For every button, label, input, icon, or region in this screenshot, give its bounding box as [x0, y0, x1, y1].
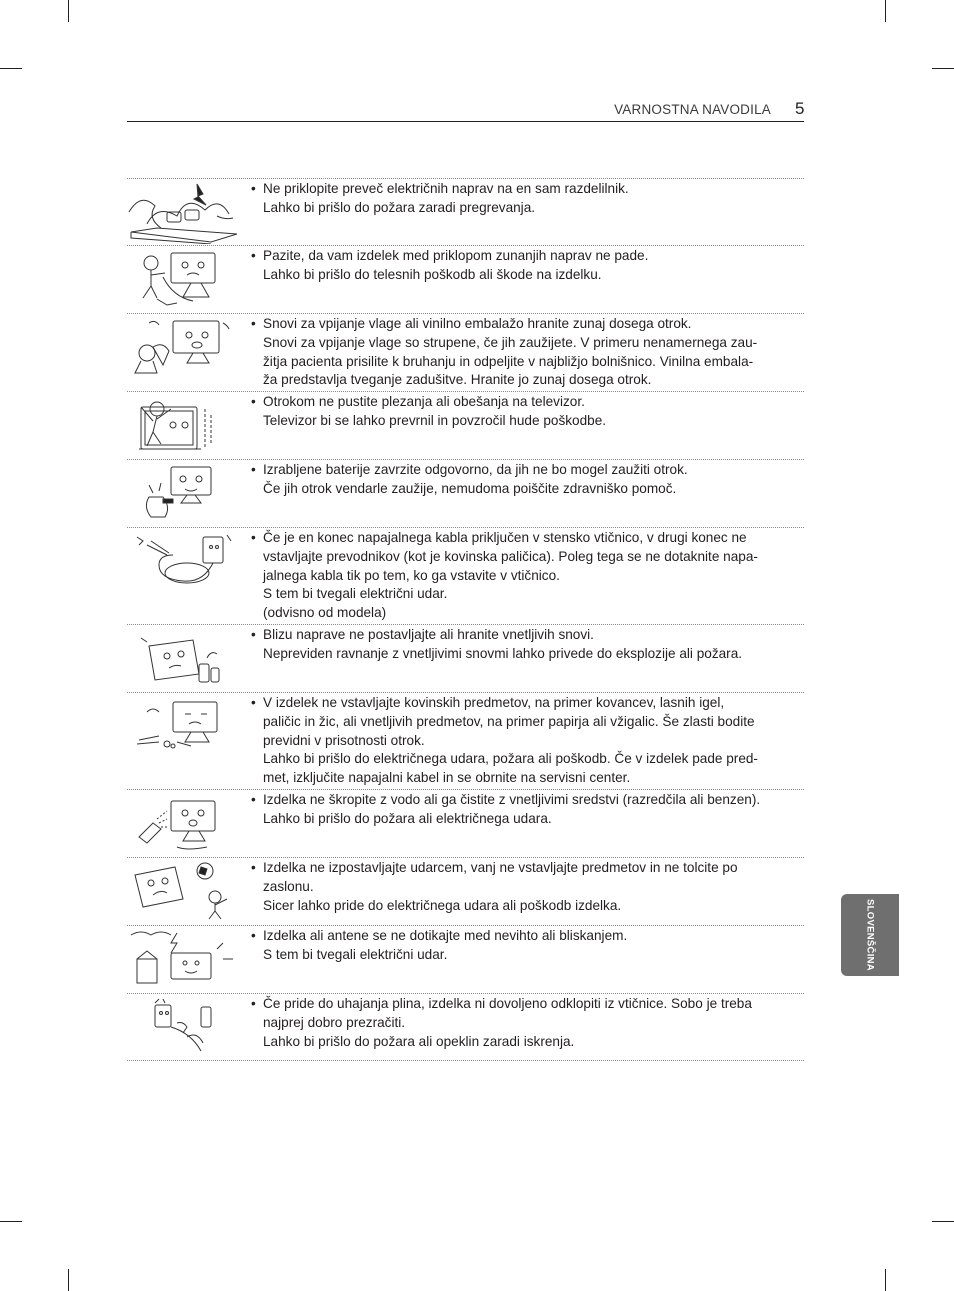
language-tab-label: SLOVENŠČINA: [864, 899, 876, 971]
item-line: • Blizu naprave ne postavljajte ali hranite vnetljivih snovi.: [251, 626, 790, 645]
item-line: • Izdelka ne škropite z vodo ali ga čistite z vnetljivimi sredstvi (razredčila ali benzen).: [251, 791, 790, 810]
item-line: Snovi za vpijanje vlage so strupene, če jih zaužijete. V primeru nenamernega zau-: [263, 334, 758, 350]
child-with-plastic-bag-icon: [127, 317, 239, 379]
item-line: Lahko bi prišlo do požara zaradi pregrevanja.: [263, 199, 536, 215]
crop-mark: [885, 1269, 886, 1291]
safety-item: [127, 857, 804, 925]
section-title: VARNOSTNA NAVODILA: [614, 102, 771, 117]
item-line: Lahko bi prišlo do telesnih poškodb ali škode na izdelku.: [263, 266, 602, 282]
item-line: previdni v prisotnosti otrok.: [263, 732, 425, 748]
safety-item: [127, 692, 804, 789]
item-line: • Izdelka ali antene se ne dotikajte med nevihto ali bliskanjem.: [251, 927, 790, 946]
item-line: paličic in žic, ali vnetljivih predmetov, na primer papirja ali vžigalic. Še zlasti bodite: [263, 713, 755, 729]
item-line: • Pazite, da vam izdelek med priklopom zunanjih naprav ne pade.: [251, 247, 790, 266]
swallowing-battery-icon: [127, 463, 239, 525]
cable-with-chopsticks-icon: [127, 531, 239, 593]
page-number: 5: [795, 99, 805, 118]
safety-item: [127, 391, 804, 459]
child-climbing-tv-icon: [127, 395, 239, 457]
ball-hitting-tv-icon: [127, 861, 239, 923]
safety-item: [127, 459, 804, 527]
crop-mark: [932, 1221, 954, 1222]
item-line: S tem bi tvegali električni udar.: [263, 586, 448, 602]
item-line: Televizor bi se lahko prevrnil in povzročil hude poškodbe.: [263, 412, 607, 428]
item-line: Lahko bi prišlo do požara ali opeklin zaradi iskrenja.: [263, 1033, 575, 1049]
item-line: jalnega kabla tik po tem, ko ga vstavite v vtičnico.: [263, 567, 560, 583]
crop-mark: [68, 1269, 69, 1291]
crop-mark: [0, 1221, 22, 1222]
header-divider: [127, 121, 804, 122]
safety-item: [127, 527, 804, 624]
item-line: Lahko bi prišlo do požara ali električnega udara.: [263, 810, 552, 826]
item-line: Nepreviden ravnanje z vnetljivimi snovmi lahko privede do eksplozije ali požara.: [263, 645, 743, 661]
item-line: • Izrabljene baterije zavrzite odgovorno, da jih ne bo mogel zaužiti otrok.: [251, 461, 790, 480]
safety-item: [127, 245, 804, 313]
crop-mark: [68, 0, 69, 22]
safety-item: [127, 925, 804, 993]
safety-item: [127, 313, 804, 391]
item-line: vstavljajte prevodnikov (kot je kovinska paličica). Poleg tega se ne dotaknite napa-: [263, 548, 758, 564]
metal-objects-into-tv-icon: [127, 696, 239, 758]
item-line: ža predstavlja tveganje zadušitve. Hranite jo zunaj dosega otrok.: [263, 372, 652, 388]
safety-item: [127, 178, 804, 245]
gas-leak-plug-icon: [127, 997, 239, 1059]
child-pulling-tv-cable-icon: [127, 249, 239, 311]
flammable-spray-near-tv-icon: [127, 628, 239, 690]
item-line: S tem bi tvegali električni udar.: [263, 946, 448, 962]
safety-instructions-list: [127, 178, 804, 1061]
item-line: • Ne priklopite preveč električnih naprav na en sam razdelilnik.: [251, 180, 790, 199]
item-line: • Če pride do uhajanja plina, izdelka ni dovoljeno odklopiti iz vtičnice. Sobo je treba: [251, 995, 790, 1014]
safety-item: [127, 624, 804, 692]
item-line: (odvisno od modela): [263, 605, 387, 621]
item-line: • Če je en konec napajalnega kabla priključen v stensko vtičnico, v drugi konec ne: [251, 529, 790, 548]
item-line: Če jih otrok vendarle zaužije, nemudoma poiščite zdravniško pomoč.: [263, 480, 677, 496]
safety-item: [127, 789, 804, 857]
overloaded-power-strip-icon: [127, 182, 239, 244]
item-line: • Izdelka ne izpostavljajte udarcem, vanj ne vstavljajte predmetov in ne tolcite po: [251, 859, 790, 878]
lightning-storm-tv-icon: [127, 929, 239, 991]
item-line: Sicer lahko pride do električnega udara ali poškodb izdelka.: [263, 897, 622, 913]
item-line: zaslonu.: [263, 878, 314, 894]
safety-item: [127, 993, 804, 1061]
spraying-water-on-tv-icon: [127, 793, 239, 855]
crop-mark: [932, 68, 954, 69]
crop-mark: [885, 0, 886, 22]
item-line: najprej dobro prezračiti.: [263, 1014, 406, 1030]
language-tab: [841, 894, 899, 976]
item-line: žitja pacienta prisilite k bruhanju in odpeljite v najbližjo bolnišnico. Vinilna embala-: [263, 353, 754, 369]
item-line: • V izdelek ne vstavljajte kovinskih predmetov, na primer kovancev, lasnih igel,: [251, 694, 790, 713]
item-line: Lahko bi prišlo do električnega udara, požara ali poškodb. Če v izdelek pade pred-: [263, 751, 758, 767]
item-line: • Otrokom ne pustite plezanja ali obešanja na televizor.: [251, 393, 790, 412]
item-line: met, izključite napajalni kabel in se obrnite na servisni center.: [263, 770, 631, 786]
crop-mark: [0, 68, 22, 69]
item-line: • Snovi za vpijanje vlage ali vinilno embalažo hranite zunaj dosega otrok.: [251, 315, 790, 334]
